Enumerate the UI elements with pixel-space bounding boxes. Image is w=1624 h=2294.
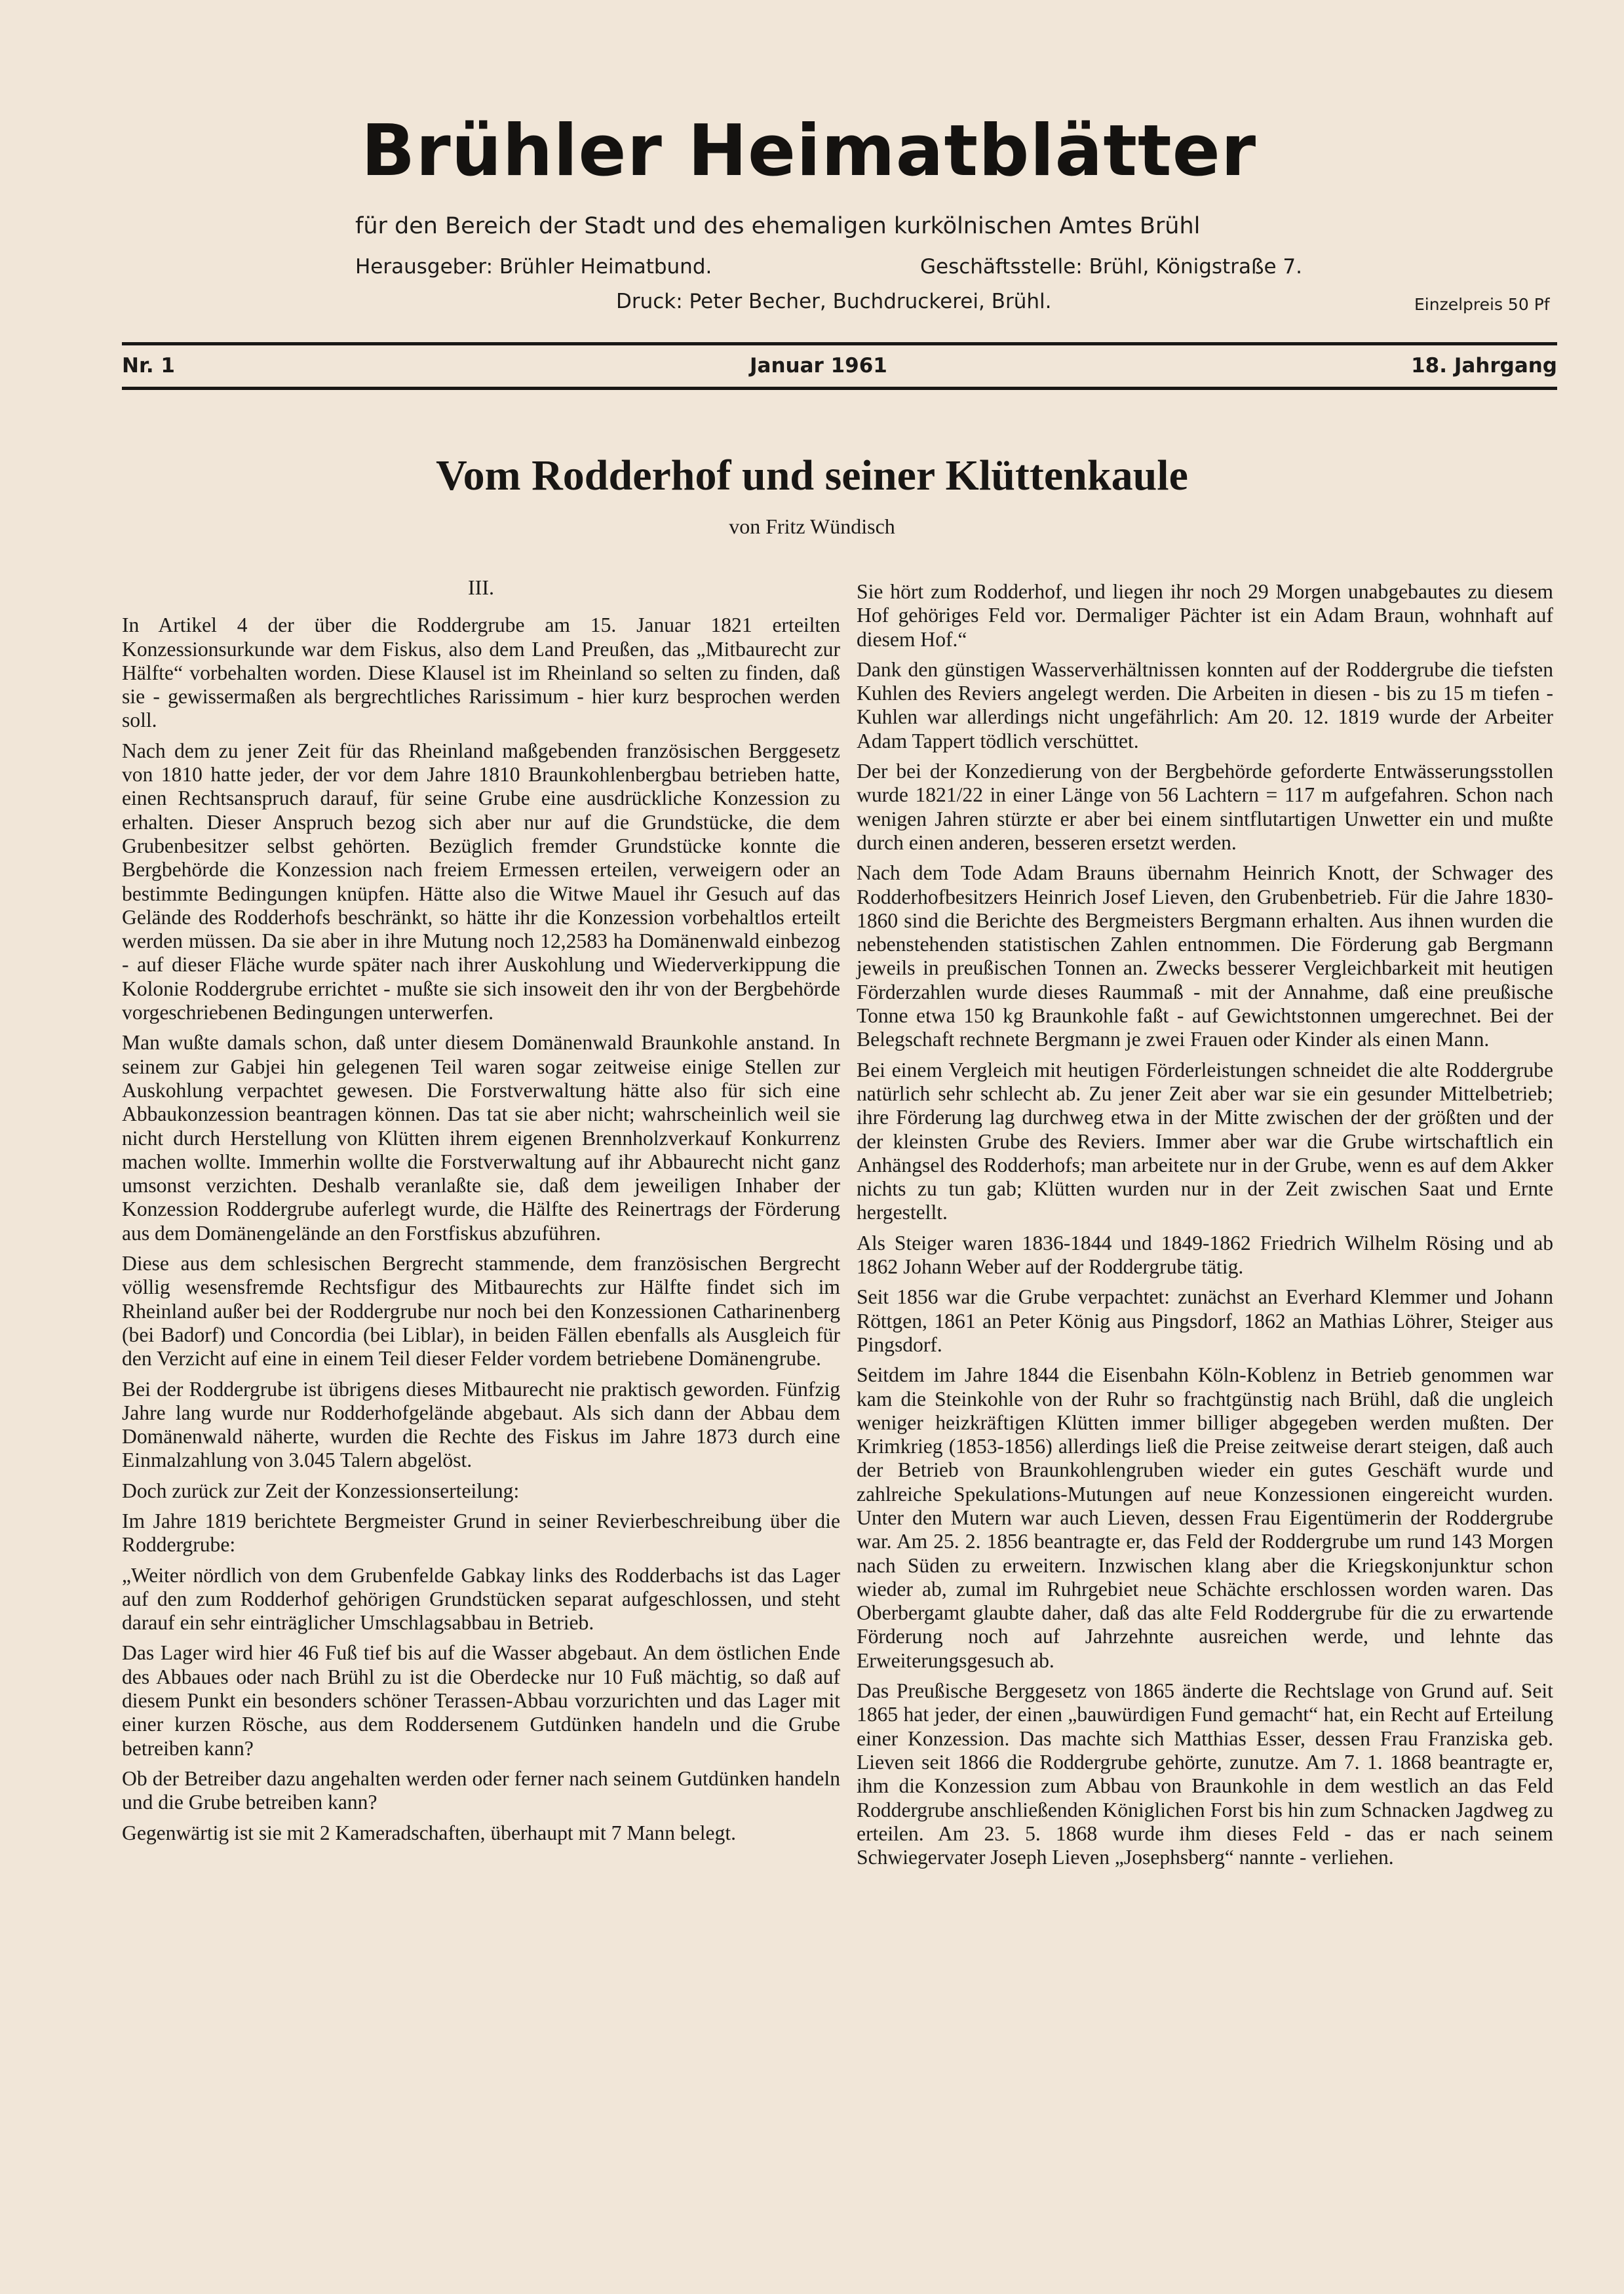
paragraph: Das Preußische Berggesetz von 1865 änderte die Rechtslage von Grund auf. Seit 1865 hat jeder, der einen „bauwürdigen Fund gemacht“ hat, ein Recht auf Erteilung einer Konzession. Das machte sich Matthias Esser, dessen Frau Franziska geb. Lieven seit 1866 die Roddergrube gehörte, zunutze. Am 7. 1. 1868 beantragte er, ihm die Konzession zum Abbau von Braunkohle in dem westlich an das Feld Roddergrube anschließenden Königlichen Forst bis hin zum Schnacken Jagdweg zu erteilen. Am 23. 5. 1868 wurde ihm dieses Feld - das er nach seinem Schwiegervater Joseph Lieven „Josephsberg“ nannte - verliehen. [857,1679,1553,1869]
paragraph: „Weiter nördlich von dem Grubenfelde Gabkay links des Rodderbachs ist das Lager auf den zum Rodderhof gehörigen Grundstücken separat aufgeschlossen, und steht darauf ein sehr einträglicher Umschlagsabbau in Betrieb. [122,1563,840,1635]
paragraph: Diese aus dem schlesischen Bergrecht stammende, dem französischen Bergrecht völlig wesensfremde Rechtsfigur des Mitbaurechts zur Hälfte findet sich im Rheinland außer bei der Roddergrube nur noch bei den Konzessionen Catharinenberg (bei Badorf) und Concordia (bei Liblar), in beiden Fällen ebenfalls als Ausgleich für den Verzicht auf eine in einem Teil dieser Felder vordem betriebene Domänengrube. [122,1252,840,1371]
paragraph: Seit 1856 war die Grube verpachtet: zunächst an Everhard Klemmer und Johann Röttgen, 1861 an Peter König aus Pingsdorf, 1862 an Mathias Löhrer, Steiger aus Pingsdorf. [857,1285,1553,1356]
issue-volume: 18. Jahrgang [1411,354,1557,378]
paragraph: Dank den günstigen Wasserverhältnissen konnten auf der Roddergrube die tiefsten Kuhlen des Reviers angelegt werden. Die Arbeiten in diesen - bis zu 15 m tiefen - Kuhlen war allerdings nicht ungefährlich: Am 20. 12. 1819 wurde der Arbeiter Adam Tappert tödlich verschüttet. [857,657,1553,752]
paragraph: Nach dem zu jener Zeit für das Rheinland maßgebenden französischen Berggesetz von 1810 hatte jeder, der vor dem Jahre 1810 Braunkohlenbergbau betrieben hatte, einen Rechtsanspruch darauf, für seine Grube eine ausdrückliche Konzession zu erhalten. Dieser Anspruch bezog sich aber nur auf die Grundstücke, die dem Grubenbesitzer selbst gehörten. Bezüglich fremder Grundstücke konnte die Bergbehörde die Konzession nach freiem Ermessen erteilen, verweigern oder an bestimmte Bedingungen knüpfen. Hätte also die Witwe Mauel ihr Gesuch auf das Gelände des Rodderhofs beschränkt, so hätte ihr die Konzession vorbehaltlos erteilt werden müssen. Da sie aber in ihre Mutung noch 12,2583 ha Domänenwald einbezog - auf dieser Fläche wurde später nach ihrer Auskohlung und Wiederverkippung die Kolonie Roddergrube errichtet - mußte sie sich insoweit den ihr von der Bergbehörde vorgeschriebenen Bedingungen unterwerfen. [122,739,840,1024]
left-column [122,575,840,1852]
paragraph: Man wußte damals schon, daß unter diesem Domänenwald Braunkohle anstand. In seinem zur Gabjei hin gelegenen Teil waren sogar zeitweise einige Stellen zur Auskohlung verpachtet gewesen. Die Forstverwaltung hätte also für sich eine Abbaukonzession beantragen können. Das tat sie aber nicht; wahrscheinlich weil sie nicht durch Herstellung von Klütten ihrem eigenen Brennholzverkauf Konkurrenz machen wollte. Immerhin wollte die Forstverwaltung auf ihr Abbaurecht nicht ganz umsonst verzichten. Deshalb veranlaßte sie, daß dem jeweiligen Inhaber der Konzession Roddergrube auferlegt wurde, die Hälfte des Reinertrags der Förderung aus dem Domänengelände an den Forstfiskus abzuführen. [122,1031,840,1245]
paragraph: Das Lager wird hier 46 Fuß tief bis auf die Wasser abgebaut. An dem östlichen Ende des Abbaues oder nach Brühl zu ist die Oberdecke nur 10 Fuß mächtig, so daß auf diesem Punkt ein besonders schöner Terassen-Abbau vorzurichten und das Lager mit einer kurzen Rösche, aus dem Roddersenem Gutdünken handeln und die Grube betreiben kann? [122,1641,840,1760]
section-number: III. [468,575,494,599]
paragraph: Seitdem im Jahre 1844 die Eisenbahn Köln-Koblenz in Betrieb genommen war kam die Steinkohle von der Ruhr so frachtgünstig nach Brühl, daß die ungleich weniger heizkräftigen Klütten immer billiger abgegeben werden mußten. Der Krimkrieg (1853-1856) allerdings ließ die Preise zeitweise derart steigen, daß auch der Betrieb von Braunkohlengruben wieder ein gutes Geschäft wurde und zahlreiche Spekulations-Mutungen auf neue Konzessionen eingereicht wurden. Unter den Mutern war auch Lieven, dessen Frau Eigentümerin der Roddergrube war. Am 25. 2. 1856 beantragte er, das Feld der Roddergrube um rund 143 Morgen nach Süden zu erweitern. Inzwischen klang aber die Kriegskonjunktur schon wieder ab, zumal im Ruhrgebiet neue Schächte erschlossen worden waren. Das Oberbergamt glaubte daher, daß das alte Feld Roddergrube für die zu erwartende Förderung noch auf Jahrzehnte ausreichen werde, und lehnte das Erweiterungsgesuch ab. [857,1363,1553,1672]
article-title: Vom Rodderhof und seiner Klüttenkaule [436,452,1188,499]
paragraph: Doch zurück zur Zeit der Konzessionserteilung: [122,1479,520,1502]
paragraph: Als Steiger waren 1836-1844 und 1849-1862 Friedrich Wilhelm Rösing und ab 1862 Johann Weber auf der Roddergrube tätig. [857,1231,1553,1279]
top-rule [122,342,1557,345]
article-author: von Fritz Wündisch [729,515,895,538]
paragraph: Bei der Roddergrube ist übrigens dieses Mitbaurecht nie praktisch geworden. Fünfzig Jahre lang wurde nur Rodderhofgelände abgebaut. Als sich dann der Abbau dem Domänenwald näherte, wurden die Rechte des Fiskus im Jahre 1873 durch eine Einmalzahlung von 3.045 Talern abgelöst. [122,1377,840,1472]
masthead-printer: Druck: Peter Becher, Buchdruckerei, Brühl. [616,290,1052,313]
paragraph: Der bei der Konzedierung von der Bergbehörde geforderte Entwässerungsstollen wurde 1821/22 in einer Länge von 56 Lachtern = 117 m aufgefahren. Schon nach wenigen Jahren stürzte er aber bei einem sintflutartigen Unwetter ein und mußte durch einen anderen, besseren ersetzt werden. [857,760,1553,854]
paragraph: Bei einem Vergleich mit heutigen Förderleistungen schneidet die alte Roddergrube natürlich sehr schlecht ab. Zu jener Zeit aber war sie ein gesunder Mittelbetrieb; ihre Förderung lag durchweg etwa in der Mitte zwischen der der größten und der der kleinsten Grube des Reviers. Immer aber war die Grube wirtschaftlich ein Anhängsel des Rodderhofs; man arbeitete nur in der Grube, wenn es auf dem Akker nichts zu tun gab; Klütten wurden nur in der Zeit zwischen Saat und Ernte hergestellt. [857,1058,1553,1224]
paragraph: In Artikel 4 der über die Roddergrube am 15. Januar 1821 erteilten Konzessionsurkunde war dem Fiskus, also dem Land Preußen, das „Mitbaurecht zur Hälfte“ vorbehalten worden. Diese Klausel ist im Rheinland so selten zu finden, daß sie - gewissermaßen als bergrechtliches Rarissimum - hier kurz besprochen werden soll. [122,613,840,732]
masthead-title: Brühler Heimatblätter [361,110,1257,192]
paragraph: Ob der Betreiber dazu angehalten werden oder ferner nach seinem Gutdünken handeln und die Grube betreiben kann? [122,1766,840,1814]
masthead-price: Einzelpreis 50 Pf [1414,295,1550,314]
masthead-office: Geschäftsstelle: Brühl, Königstraße 7. [920,255,1302,279]
masthead-subtitle: für den Bereich der Stadt und des ehemaligen kurkölnischen Amtes Brühl [355,213,1201,239]
masthead-publisher: Herausgeber: Brühler Heimatbund. [355,255,712,279]
paragraph: Nach dem Tode Adam Brauns übernahm Heinrich Knott, der Schwager des Rodderhofbesitzers Heinrich Josef Lieven, den Grubenbetrieb. Für die Jahre 1830-1860 sind die Berichte des Bergmeisters Bergmann erhalten. Aus ihnen wurden die nebenstehenden statistischen Zahlen entnommen. Die Förderung gab Bergmann jeweils in preußischen Tonnen an. Zwecks besserer Vergleichbarkeit mit heutigen Förderzahlen wurde dieses Raummaß - mit der Annahme, daß eine preußische Tonne etwa 150 kg Braunkohle faßt - auf Gewichtstonnen umgerechnet. Bei der Belegschaft rechnete Bergmann je zwei Frauen oder Kinder als einen Mann. [857,861,1553,1051]
paragraph: Sie hört zum Rodderhof, und liegen ihr noch 29 Morgen unabgebautes zu diesem Hof gehöriges Feld vor. Dermaliger Pächter ist ein Adam Braun, wohnhaft auf diesem Hof.“ [857,580,1553,651]
issue-number: Nr. 1 [122,354,175,378]
issue-date: Januar 1961 [750,354,887,378]
right-column [857,580,1553,1876]
bottom-rule [122,387,1557,390]
paragraph: Gegenwärtig ist sie mit 2 Kameradschaften, überhaupt mit 7 Mann belegt. [122,1821,737,1844]
paragraph: Im Jahre 1819 berichtete Bergmeister Grund in seiner Revierbeschreibung über die Roddergrube: [122,1509,840,1557]
